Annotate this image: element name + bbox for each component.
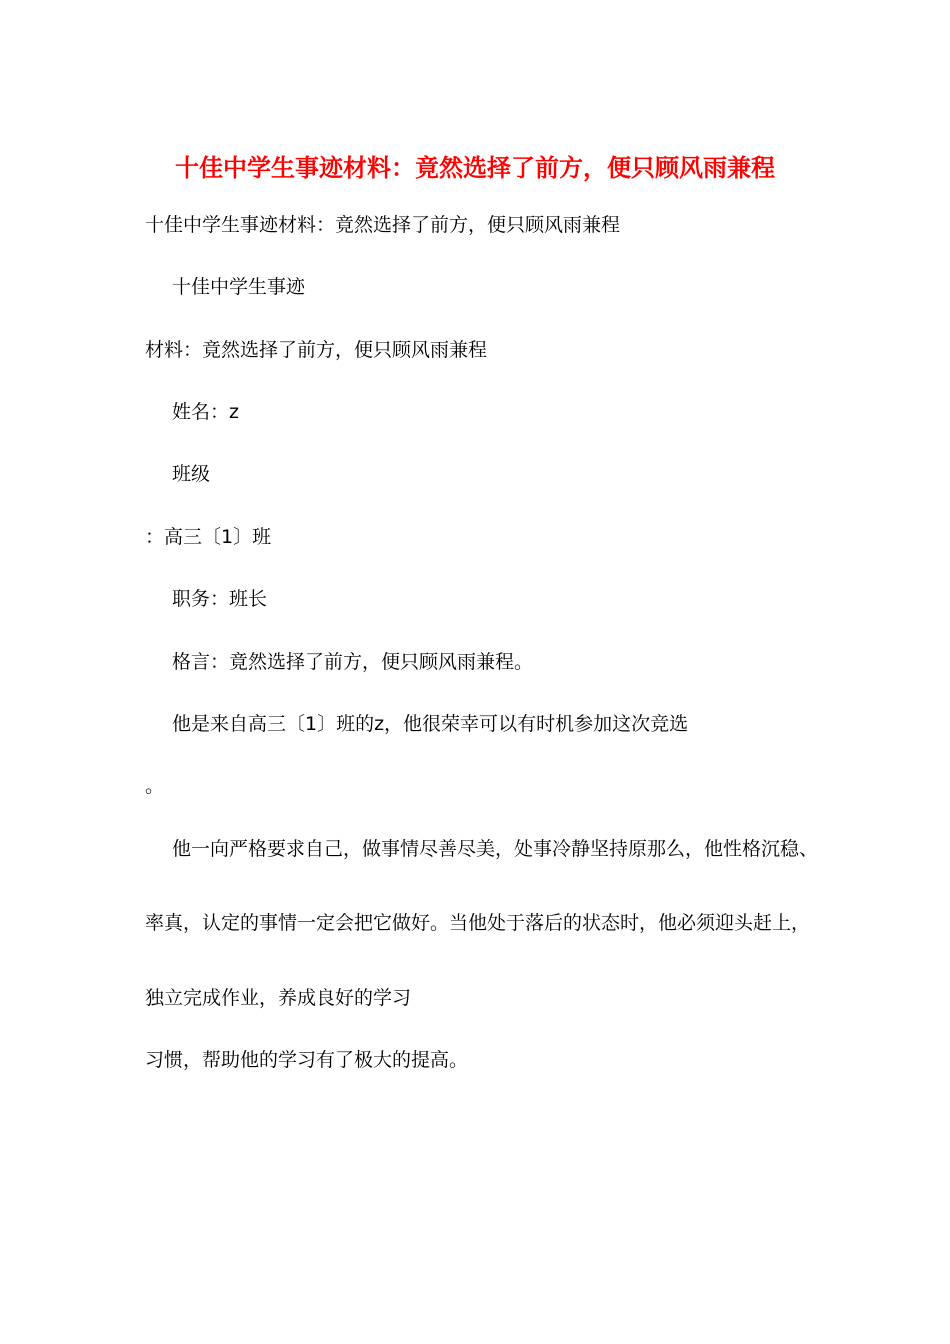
- paragraph-line: 。: [145, 775, 165, 797]
- paragraph-line: 独立完成作业，养成良好的学习: [145, 987, 412, 1009]
- paragraph-line: 他一向严格要求自己，做事情尽善尽美，处事冷静坚持原那么，他性格沉稳、: [172, 838, 819, 860]
- material-line: 材料：竟然选择了前方，便只顾风雨兼程: [145, 339, 488, 361]
- paragraph-line: 习惯，帮助他的学习有了极大的提高。: [145, 1049, 469, 1071]
- paragraph-line: 率真，认定的事情一定会把它做好。当他处于落后的状态时，他必须迎头赶上，: [145, 912, 811, 934]
- motto-line: 格言：竟然选择了前方，便只顾风雨兼程。: [172, 651, 534, 673]
- name-line: 姓名：z: [172, 401, 239, 423]
- heading-line: 十佳中学生事迹: [172, 276, 306, 298]
- position-line: 职务：班长: [172, 588, 268, 610]
- paragraph-line: 他是来自高三〔1〕班的z，他很荣幸可以有时机参加这次竞选: [172, 713, 689, 735]
- class-value-line: ：高三〔1〕班: [145, 526, 272, 548]
- document-title: 十佳中学生事迹材料：竟然选择了前方，便只顾风雨兼程: [175, 154, 775, 182]
- class-label-line: 班级: [172, 463, 211, 485]
- intro-line: 十佳中学生事迹材料：竟然选择了前方，便只顾风雨兼程: [145, 214, 621, 236]
